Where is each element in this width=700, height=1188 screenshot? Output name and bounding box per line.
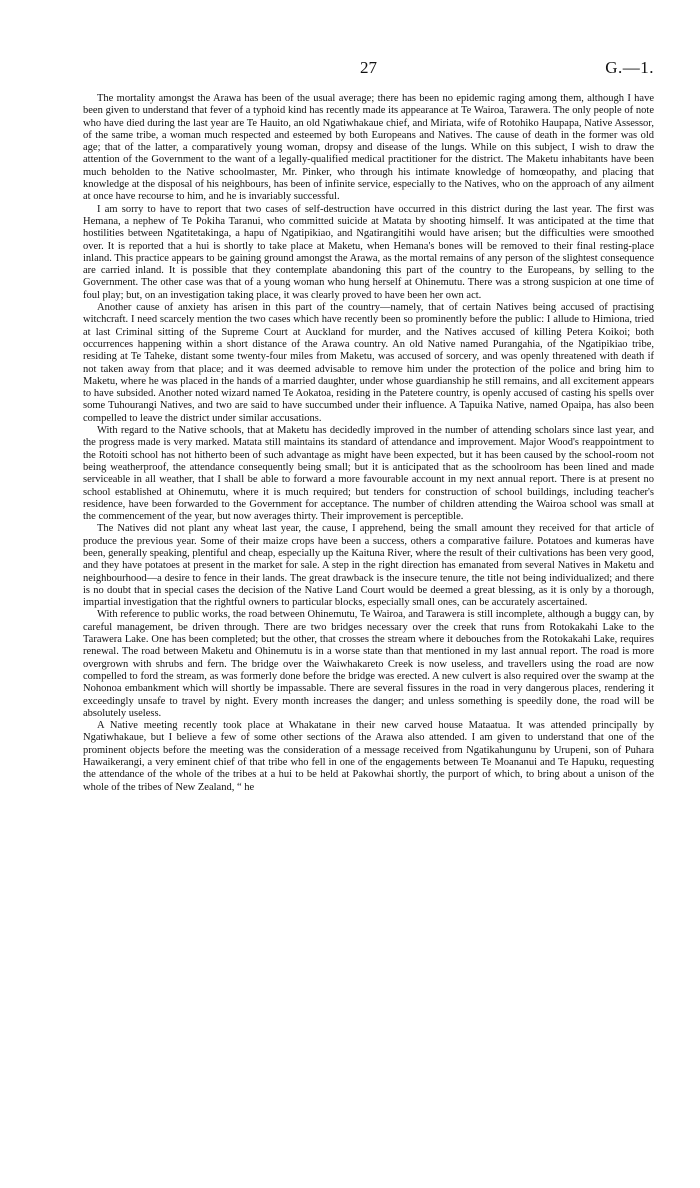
paragraph-public-works: With reference to public works, the road between Ohinemutu, Te Wairoa, and Tarawera is still incomplete, although a buggy can, by careful management, be driven through. There are two bridges necessary over the creek that runs from Rotokakahi Lake to the Tarawera Lake. One has been completed; but the other, that crosses the stream where it debouches from the Rotokakahi Lake, requires renewal. The road between Maketu and Ohinemutu is in a worse state than that mentioned in my last annual report. The road is more overgrown with shrubs and fern. The bridge over the Waiwhakareto Creek is now useless, and travellers using the road are now compelled to ford the stream, as was formerly done before the bridge was erected. A new culvert is also required over the swamp at the Nohonoa embankment which will shortly be impassable. There are several fissures in the road in very dangerous places, rendering it exceedingly unsafe to travel by night. Every month increases the danger; and unless something is speedily done, the road will be absolutely useless. (83, 609, 654, 719)
paragraph-mortality: The mortality amongst the Arawa has been of the usual average; there has been no epidemic raging among them, although I have been given to understand that fever of a typhoid kind has recently made its appearance at Te Wairoa, Tarawera. The only people of note who have died during the last year are Te Hauito, an old Ngatiwhakaue chief, and Miriata, wife of Rotohiko Haupapa, Native Assessor, of the same tribe, a woman much respected and esteemed by both Europeans and Natives. The cause of death in the former was old age; that of the latter, a comparatively young woman, dropsy and disease of the lungs. While on this subject, I wish to draw the attention of the Government to the want of a legally-qualified medical practitioner for the district. The Maketu inhabitants have been much beholden to the Native schoolmaster, Mr. Pinker, who through his intimate knowledge of homœopathy, and placing that knowledge at the disposal of his neighbours, has been of infinite service, especially to the Natives, who on the approach of any ailment at once have recourse to him, and he is invariably successful. (83, 93, 654, 203)
page-number: 27 (360, 58, 377, 77)
page-header (83, 58, 654, 80)
body-text (83, 93, 654, 794)
paragraph-native-schools: With regard to the Native schools, that at Maketu has decidedly improved in the number of attending scholars since last year, and the progress made is very marked. Matata still maintains its standard of attendance and improvement. Major Wood's reappointment to the Rotoiti school has not hitherto been of such advantage as might have been expected, but it has been caused by the school-room not being weatherproof, the attendance consequently being small; but it is anticipated that as the schoolroom has been lined and made serviceable in all weather, that I shall be able to forward a more favourable account in my next annual report. There is at present no school established at Ohinemutu, where it is much required; but tenders for construction of school buildings, including teacher's residence, have been forwarded to the Government for acceptance. The number of children attending the Wairoa school was small at the commencement of the year, but now averages thirty. Their improvement is perceptible. (83, 425, 654, 523)
document-reference: G.—1. (605, 58, 654, 77)
paragraph-crops: The Natives did not plant any wheat last year, the cause, I apprehend, being the small amount they received for that article of produce the previous year. Some of their maize crops have been a success, others a comparative failure. Potatoes and kumeras have been, generally speaking, plentiful and cheap, especially up the Kaituna River, where the result of their cultivations has been very good, and they have potatoes at present in the market for sale. A step in the right direction has emanated from several Natives in Maketu and neighbourhood—a desire to fence in their lands. The great drawback is the insecure tenure, the title not being individualized; and there is no doubt that in special cases the decision of the Native Land Court would be deemed a great blessing, as it is only by a thorough, impartial investigation that the rightful owners to particular blocks, especially small ones, can be accurately ascertained. (83, 523, 654, 609)
paragraph-self-destruction: I am sorry to have to report that two cases of self-destruction have occurred in this district during the last year. The first was Hemana, a nephew of Te Pokiha Taranui, who committed suicide at Matata by shooting himself. It was anticipated at the time that hostilities between Ngatitetakinga, a hapu of Ngatipikiao, and Ngatirangitihi would have arisen; but the difficulties were smoothed over. It is reported that a hui is shortly to take place at Maketu, when Hemana's bones will be removed to their final resting-place inland. This practice appears to be gaining ground amongst the Arawa, as the mortal remains of any person of the slightest consequence are carried inland. It is possible that they contemplate abandoning this part of the country to the Europeans, by selling to the Government. The other case was that of a young woman who hung herself at Ohinemutu. There was a strong suspicion at one time of foul play; but, on an investigation taking place, it was clearly proved to have been her own act. (83, 203, 654, 301)
paragraph-witchcraft: Another cause of anxiety has arisen in this part of the country—namely, that of certain Natives being accused of practising witchcraft. I need scarcely mention the two cases which have recently been so prominently before the public: I allude to Himiona, tried at last Criminal sitting of the Supreme Court at Auckland for murder, and the Natives accused of killing Petera Koikoi; both occurrences happening within a short distance of the Arawa country. An old Native named Purangahia, of the Ngatipikiao tribe, residing at Te Taheke, distant some twenty-four miles from Maketu, was accused of sorcery, and was openly threatened with death if not taken away from that place; and it was deemed advisable to remove him under the protection of the police and bring him to Maketu, where he was placed in the hands of a married daughter, under whose guardianship he still remains, and all excitement appears to have subsided. Another noted wizard named Te Aokatoa, residing in the Patetere country, is openly accused of casting his spells over some Tuhourangi Natives, and two are said to have succumbed under their influence. A Tapuika Native, named Opaipa, has also been compelled to leave the district under similar accusations. (83, 302, 654, 424)
paragraph-native-meeting: A Native meeting recently took place at Whakatane in their new carved house Mataatua. It was attended principally by Ngatiwhakaue, but I believe a few of some other sections of the Arawa also attended. I am given to understand that one of the prominent objects before the meeting was the consideration of a message received from Ngatikahungunu by Urupeni, son of Puhara Hawaikerangi, a very eminent chief of that tribe who fell in one of the engagements between Te Moananui and Te Hapuku, requesting the attendance of the whole of the tribes at a hui to be held at Pakowhai shortly, the purport of which, to bring about a unison of the whole of the tribes of New Zealand, “ he (83, 720, 654, 793)
